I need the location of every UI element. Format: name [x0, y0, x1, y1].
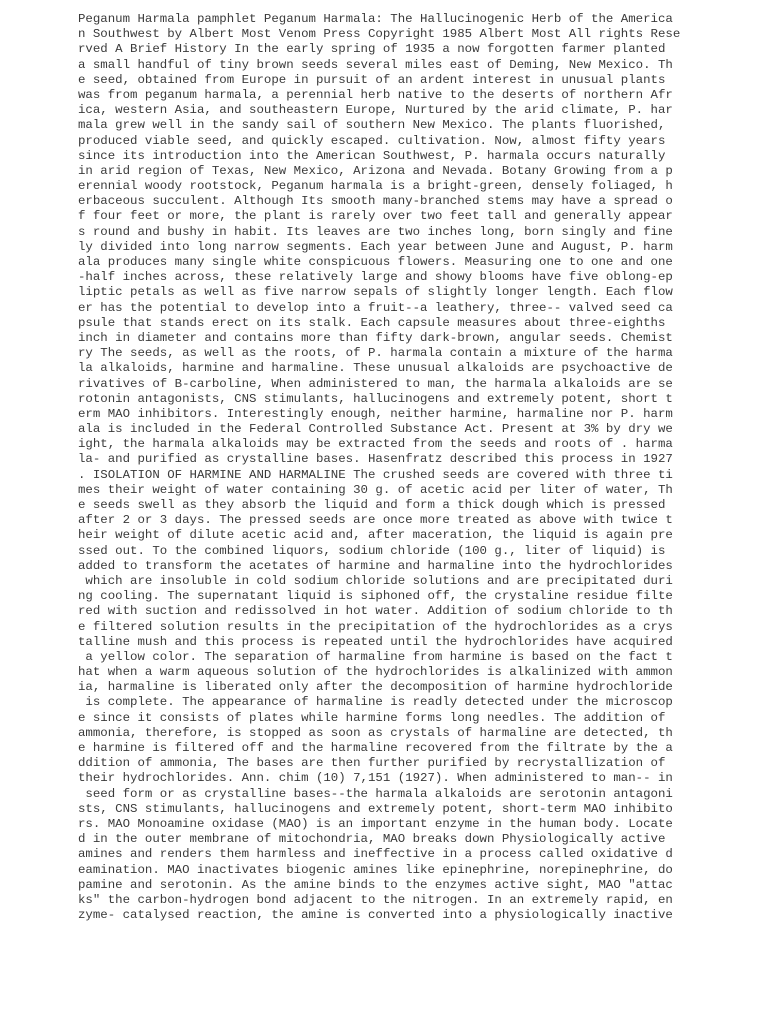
text-line: er has the potential to develop into a fruit--a leathery, three-- valved seed ca [78, 300, 673, 315]
text-line: mes their weight of water containing 30 g. of acetic acid per liter of water, Th [78, 482, 673, 497]
text-line: was from peganum harmala, a perennial herb native to the deserts of northern Afr [78, 87, 673, 102]
text-line: ica, western Asia, and southeastern Europe, Nurtured by the arid climate, P. har [78, 103, 673, 118]
text-line: ala produces many single white conspicuous flowers. Measuring one to one and one [78, 255, 673, 269]
text-line: rs. MAO Monoamine oxidase (MAO) is an important enzyme in the human body. Locate [78, 816, 673, 831]
text-line: ng cooling. The supernatant liquid is siphoned off, the crystaline residue filte [78, 589, 673, 604]
text-line: ight, the harmala alkaloids may be extracted from the seeds and roots of . harma [78, 437, 673, 452]
text-line: Peganum Harmala pamphlet Peganum Harmala: The Hallucinogenic Herb of the America [78, 12, 673, 26]
text-line: a yellow color. The separation of harmaline from harmine is based on the fact t [78, 649, 673, 664]
text-line: d in the outer membrane of mitochondria, MAO breaks down Physiologically active [78, 832, 666, 847]
text-line: . ISOLATION OF HARMINE AND HARMALINE The crushed seeds are covered with three ti [78, 467, 673, 482]
text-line: which are insoluble in cold sodium chloride solutions and are precipitated duri [78, 573, 673, 588]
text-line: erm MAO inhibitors. Interestingly enough, neither harmine, harmaline nor P. harm [78, 406, 673, 421]
text-line: their hydrochlorides. Ann. chim (10) 7,151 (1927). When administered to man-- in [78, 771, 673, 786]
text-line: ry The seeds, as well as the roots, of P. harmala contain a mixture of the harma [78, 346, 673, 361]
text-line: s round and bushy in habit. Its leaves are two inches long, born singly and fine [78, 224, 673, 239]
text-line: hat when a warm aqueous solution of the hydrochlorides is alkalinized with ammon [78, 665, 673, 680]
document-body [78, 12, 698, 923]
text-line: added to transform the acetates of harmine and harmaline into the hydrochlorides [78, 558, 673, 573]
text-line: after 2 or 3 days. The pressed seeds are once more treated as above with twice t [78, 513, 673, 528]
text-line: ks" the carbon-hydrogen bond adjacent to the nitrogen. In an extremely rapid, en [78, 892, 673, 907]
text-line: zyme- catalysed reaction, the amine is converted into a physiologically inactive [78, 908, 673, 923]
text-line: e filtered solution results in the precipitation of the hydrochlorides as a crys [78, 619, 673, 634]
text-line: amines and renders them harmless and ineffective in a process called oxidative d [78, 847, 673, 862]
text-line: is complete. The appearance of harmaline is readly detected under the microscop [78, 695, 673, 710]
text-line: pamine and serotonin. As the amine binds to the enzymes active sight, MAO "attac [78, 877, 673, 892]
text-line: ly divided into long narrow segments. Each year between June and August, P. harm [78, 239, 673, 254]
text-line: a small handful of tiny brown seeds several miles east of Deming, New Mexico. Th [78, 57, 673, 72]
text-line: ala is included in the Federal Controlled Substance Act. Present at 3% by dry we [78, 422, 673, 437]
text-line: produced viable seed, and quickly escaped. cultivation. Now, almost fifty years [78, 133, 666, 148]
text-line: la- and purified as crystalline bases. Hasenfratz described this process in 1927 [78, 452, 673, 467]
text-line: ia, harmaline is liberated only after the decomposition of harmine hydrochloride [78, 680, 673, 695]
text-line: rved A Brief History In the early spring of 1935 a now forgotten farmer planted [78, 42, 666, 57]
text-line: liptic petals as well as five narrow sepals of slightly longer length. Each flow [78, 285, 673, 300]
text-line: mala grew well in the sandy sail of southern New Mexico. The plants fluorished, [78, 118, 666, 133]
text-line: eamination. MAO inactivates biogenic amines like epinephrine, norepinephrine, do [78, 862, 673, 877]
text-line: -half inches across, these relatively large and showy blooms have five oblong-ep [78, 270, 673, 285]
text-line: seed form or as crystalline bases--the harmala alkaloids are serotonin antagoni [78, 786, 673, 801]
text-line: e seed, obtained from Europe in pursuit of an ardent interest in unusual plants [78, 72, 666, 87]
text-line: inch in diameter and contains more than fifty dark-brown, angular seeds. Chemist [78, 330, 673, 345]
text-line: since its introduction into the American Southwest, P. harmala occurs naturally [78, 148, 666, 163]
text-line: ssed out. To the combined liquors, sodium chloride (100 g., liter of liquid) is [78, 543, 666, 558]
text-line: rivatives of B-carboline, When administered to man, the harmala alkaloids are se [78, 376, 673, 391]
text-line: la alkaloids, harmine and harmaline. These unusual alkaloids are psychoactive de [78, 361, 673, 376]
text-line: erbaceous succulent. Although Its smooth many-branched stems may have a spread o [78, 194, 673, 209]
text-line: ammonia, therefore, is stopped as soon as crystals of harmaline are detected, th [78, 725, 673, 740]
text-line: red with suction and redissolved in hot water. Addition of sodium chloride to th [78, 604, 673, 619]
text-line: f four feet or more, the plant is rarely over two feet tall and generally appear [78, 209, 673, 224]
text-line: sts, CNS stimulants, hallucinogens and extremely potent, short-term MAO inhibito [78, 801, 673, 816]
text-line: heir weight of dilute acetic acid and, after maceration, the liquid is again pre [78, 528, 673, 543]
text-line: rotonin antagonists, CNS stimulants, hallucinogens and extremely potent, short t [78, 391, 673, 406]
text-line: ddition of ammonia, The bases are then further purified by recrystallization of [78, 756, 666, 771]
text-line: in arid region of Texas, New Mexico, Arizona and Nevada. Botany Growing from a p [78, 163, 673, 178]
text-line: e since it consists of plates while harmine forms long needles. The addition of [78, 710, 666, 725]
text-line: talline mush and this process is repeated until the hydrochlorides have acquired [78, 634, 673, 649]
text-line: psule that stands erect on its stalk. Each capsule measures about three-eighths [78, 315, 666, 330]
text-line: e harmine is filtered off and the harmaline recovered from the filtrate by the a [78, 741, 673, 755]
text-line: erennial woody rootstock, Peganum harmala is a bright-green, densely foliaged, h [78, 179, 673, 194]
text-line: n Southwest by Albert Most Venom Press Copyright 1985 Albert Most All rights Rese [78, 27, 681, 42]
text-line: e seeds swell as they absorb the liquid and form a thick dough which is pressed [78, 498, 666, 512]
